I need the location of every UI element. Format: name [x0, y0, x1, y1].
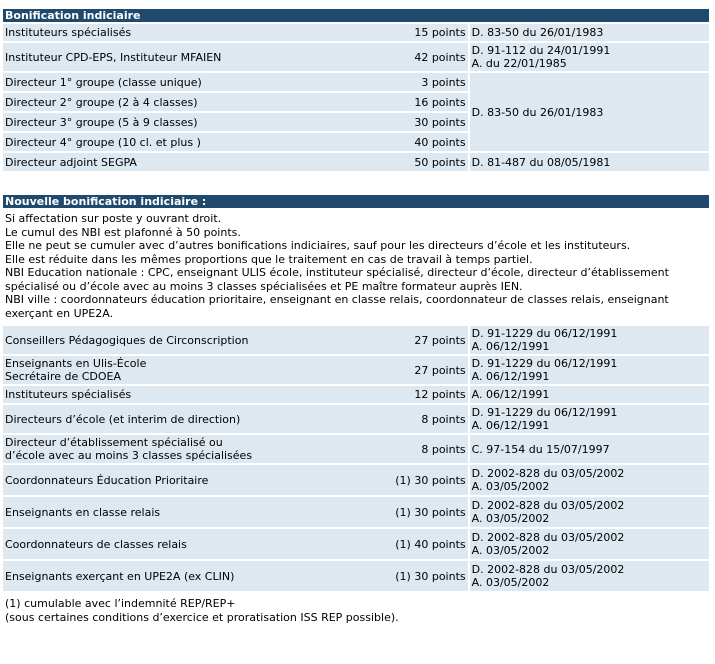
row-points: 40 points — [389, 133, 467, 151]
table-row — [3, 356, 709, 384]
page — [3, 7, 709, 624]
section-header — [3, 9, 709, 22]
intro-line: NBI ville : coordonnateurs éducation prioritaire, enseignant en classe relais, coordonnateur de classes relais, enseignant exerçant en UPE2A. — [5, 293, 669, 320]
table-row — [3, 153, 709, 171]
table-row — [3, 73, 709, 91]
row-label — [3, 497, 389, 527]
row-reference — [468, 435, 709, 463]
row-points: (1) 40 points — [389, 529, 467, 559]
label-line: Enseignants en classe relais — [5, 505, 161, 519]
table-row — [3, 561, 709, 591]
row-label — [3, 386, 389, 403]
reference-line: A. 03/05/2002 — [471, 544, 550, 557]
reference-line: D. 91-1229 du 06/12/1991 — [471, 327, 618, 340]
label-line: Directeurs d’école (et interim de direction) — [5, 412, 241, 426]
reference-line: D. 91-112 du 24/01/1991 — [471, 44, 611, 57]
row-reference — [468, 529, 709, 559]
footnote-line: (1) cumulable avec l’indemnité REP/REP+ — [5, 597, 236, 610]
reference-line: C. 97-154 du 15/07/1997 — [471, 442, 610, 456]
label-line: Coordonnateurs Éducation Prioritaire — [5, 473, 209, 487]
intro-line: Elle ne peut se cumuler avec d’autres bonifications indiciaires, sauf pour les directeurs d’école et les instituteurs. — [5, 239, 631, 252]
table-row — [3, 24, 709, 41]
table-row — [3, 529, 709, 559]
row-label — [3, 405, 389, 433]
table-row — [3, 465, 709, 495]
reference-line: A. 06/12/1991 — [471, 419, 550, 432]
row-points: 16 points — [389, 93, 467, 111]
label-line: Enseignants en Ulis-École — [5, 357, 147, 370]
row-reference: D. 81-487 du 08/05/1981 — [468, 153, 709, 171]
footnote — [3, 597, 709, 624]
row-label — [3, 561, 389, 591]
table-row — [3, 435, 709, 463]
row-reference — [468, 465, 709, 495]
reference-line: D. 2002-828 du 03/05/2002 — [471, 467, 625, 480]
table-row — [3, 386, 709, 403]
intro-line: NBI Education nationale : CPC, enseignant ULIS école, instituteur spécialisé, directeur d’école, directeur d’établissement spécialisé ou d’école avec au moins 3 classes spécialisées et PE maître formateur auprès IEN. — [5, 266, 669, 293]
reference-line: D. 2002-828 du 03/05/2002 — [471, 499, 625, 512]
row-label: Directeur 3° groupe (5 à 9 classes) — [3, 113, 389, 131]
row-label: Directeur adjoint SEGPA — [3, 153, 389, 171]
label-line: Directeur d’établissement spécialisé ou — [5, 436, 223, 449]
nbi-table — [3, 193, 709, 324]
reference-line: A. 03/05/2002 — [471, 576, 550, 589]
reference-line: D. 91-1229 du 06/12/1991 — [471, 406, 618, 419]
row-points: (1) 30 points — [389, 561, 467, 591]
reference-line: A. 03/05/2002 — [471, 512, 550, 525]
row-points: 3 points — [389, 73, 467, 91]
intro-text — [3, 210, 709, 322]
row-reference: D. 83-50 du 26/01/1983 — [468, 73, 709, 151]
row-points: 27 points — [389, 356, 467, 384]
intro-row — [3, 210, 709, 322]
reference-line: A. 06/12/1991 — [471, 340, 550, 353]
label-line: Secrétaire de CDOEA — [5, 370, 122, 383]
row-points: 15 points — [389, 24, 467, 41]
row-reference — [468, 497, 709, 527]
bonification-table — [3, 7, 709, 173]
row-label: Directeur 2° groupe (2 à 4 classes) — [3, 93, 389, 111]
row-label — [3, 435, 389, 463]
table-row — [3, 405, 709, 433]
reference-line: A. 06/12/1991 — [471, 388, 550, 401]
label-line: Conseillers Pédagogiques de Circonscription — [5, 333, 249, 347]
row-points: 30 points — [389, 113, 467, 131]
row-points: 27 points — [389, 326, 467, 354]
row-reference — [468, 405, 709, 433]
reference-line: D. 2002-828 du 03/05/2002 — [471, 531, 625, 544]
reference-line: A. du 22/01/1985 — [471, 57, 567, 70]
row-points: 50 points — [389, 153, 467, 171]
row-points: (1) 30 points — [389, 497, 467, 527]
footnote-line: (sous certaines conditions d’exercice et proratisation ISS REP possible). — [5, 610, 399, 624]
intro-line: Le cumul des NBI est plafonné à 50 points. — [5, 225, 241, 239]
row-points: 8 points — [389, 435, 467, 463]
label-line: Coordonnateurs de classes relais — [5, 537, 187, 551]
nbi-rows-table — [3, 324, 709, 593]
row-reference — [468, 356, 709, 384]
row-label — [3, 529, 389, 559]
row-points: (1) 30 points — [389, 465, 467, 495]
row-points: 12 points — [389, 386, 467, 403]
section-header — [3, 195, 709, 208]
table-row — [3, 326, 709, 354]
label-line: Instituteurs spécialisés — [5, 388, 132, 401]
row-reference — [468, 386, 709, 403]
reference-line: D. 91-1229 du 06/12/1991 — [471, 357, 618, 370]
row-label: Instituteurs spécialisés — [3, 24, 389, 41]
row-reference — [468, 561, 709, 591]
label-line: d’école avec au moins 3 classes spécialisées — [5, 449, 253, 462]
row-label — [3, 356, 389, 384]
row-points: 8 points — [389, 405, 467, 433]
section-spacer — [3, 173, 709, 193]
row-reference — [468, 43, 709, 71]
row-reference — [468, 326, 709, 354]
reference-line: A. 03/05/2002 — [471, 480, 550, 493]
intro-line: Si affectation sur poste y ouvrant droit. — [5, 212, 222, 225]
row-label: Directeur 1° groupe (classe unique) — [3, 73, 389, 91]
row-reference: D. 83-50 du 26/01/1983 — [468, 24, 709, 41]
table-row — [3, 497, 709, 527]
reference-line: A. 06/12/1991 — [471, 370, 550, 383]
section-title: Bonification indiciaire — [3, 9, 709, 22]
section-title: Nouvelle bonification indiciaire : — [3, 195, 709, 208]
table-row — [3, 43, 709, 71]
row-points: 42 points — [389, 43, 467, 71]
row-label — [3, 326, 389, 354]
row-label: Instituteur CPD-EPS, Instituteur MFAIEN — [3, 43, 389, 71]
reference-line: D. 2002-828 du 03/05/2002 — [471, 563, 625, 576]
row-label: Directeur 4° groupe (10 cl. et plus ) — [3, 133, 389, 151]
row-label — [3, 465, 389, 495]
intro-line: Elle est réduite dans les mêmes proportions que le traitement en cas de travail à temps partiel. — [5, 252, 533, 266]
label-line: Enseignants exerçant en UPE2A (ex CLIN) — [5, 569, 235, 583]
